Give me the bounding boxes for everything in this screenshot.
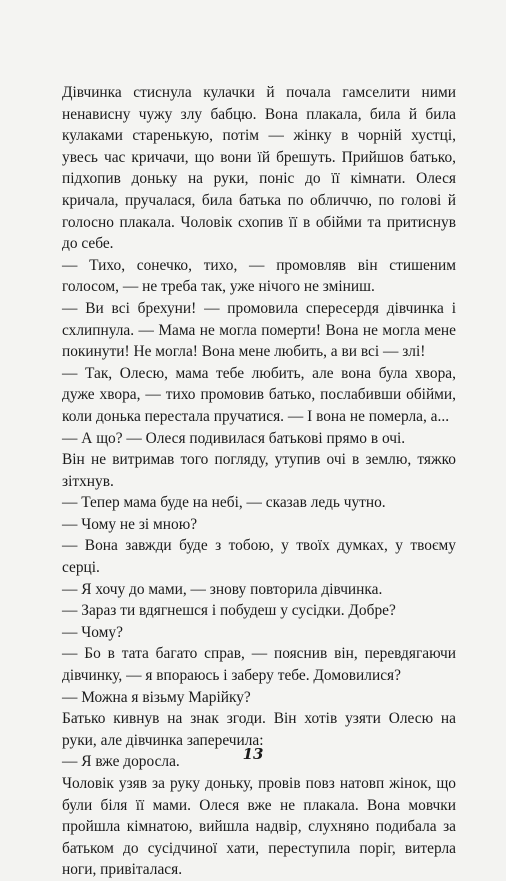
paragraph-10: — Я хочу до мами, — знову повторила дівчинка.: [62, 580, 383, 598]
paragraph-8: — Чому не зі мною?: [62, 515, 198, 533]
paragraph-16: — Я вже доросла.: [62, 753, 180, 771]
paragraph-6: Він не витримав того погляду, утупив очі в землю, тяжко зітхнув.: [62, 451, 456, 490]
paragraph-2: — Тихо, сонечко, тихо, — промовляв він стишеним голосом, — не треба так, уже нічого не зміниш.: [62, 256, 456, 296]
paragraph-5: — А що? — Олеся подивилася батькові прямо в очі.: [62, 429, 406, 447]
paragraph-12: — Чому?: [62, 623, 123, 641]
paragraph-13: — Бо в тата багато справ, — пояснив він, перевдягаючи дівчинку, — я впораюсь і заберу тебе. Домовилися?: [62, 645, 456, 685]
page-number: 13: [242, 745, 264, 763]
paragraph-9: — Вона завжди буде з тобою, у твоїх думках, у твоєму серці.: [62, 537, 456, 577]
paragraph-11: — Зараз ти вдягнешся і побудеш у сусідки. Добре?: [62, 602, 396, 620]
paragraph-15: Батько кивнув на знак згоди. Він хотів узяти Олесю на руки, але дівчинка заперечила:: [62, 710, 456, 749]
paragraph-1: Дівчинка стиснула кулачки й почала гамселити ними ненависну чужу злу бабцю. Вона плакала, била й била кулаками старенькую, потім — жінку в чорній хустці, увесь час кричачи, що вони їй брешуть. Прийшов батько, підхопив доньку на руки, поніс до її кімнати. Олеся кричала, пручалася, била батька по обличчю, по голові й голосно плакала. Чоловік схопив її в обійми та притиснув до себе.: [62, 84, 456, 253]
paragraph-14: — Можна я візьму Марійку?: [62, 688, 251, 706]
paragraph-7: — Тепер мама буде на небі, — сказав ледь чутно.: [62, 494, 386, 512]
paragraph-17: Чоловік узяв за руку доньку, провів повз натовп жінок, що були біля її мами. Олеся вже не плакала. Вона мовчки пройшла кімнатою, вийшла надвір, слухняно подибала за батьком до сусідчиної хати, переступила поріг, витерла ноги, привіталася.: [62, 775, 456, 879]
paragraph-4: — Так, Олесю, мама тебе любить, але вона була хвора, дуже хвора, — тихо промовив батько, послабивши обійми, коли донька перестала пручатися. — І вона не померла, а...: [62, 364, 456, 425]
paragraph-3: — Ви всі брехуни! — промовила спересердя дівчинка і схлипнула. — Мама не могла померти! Вона не могла мене покинути! Не могла! Вона мене любить, а ви всі — злі!: [62, 299, 456, 361]
